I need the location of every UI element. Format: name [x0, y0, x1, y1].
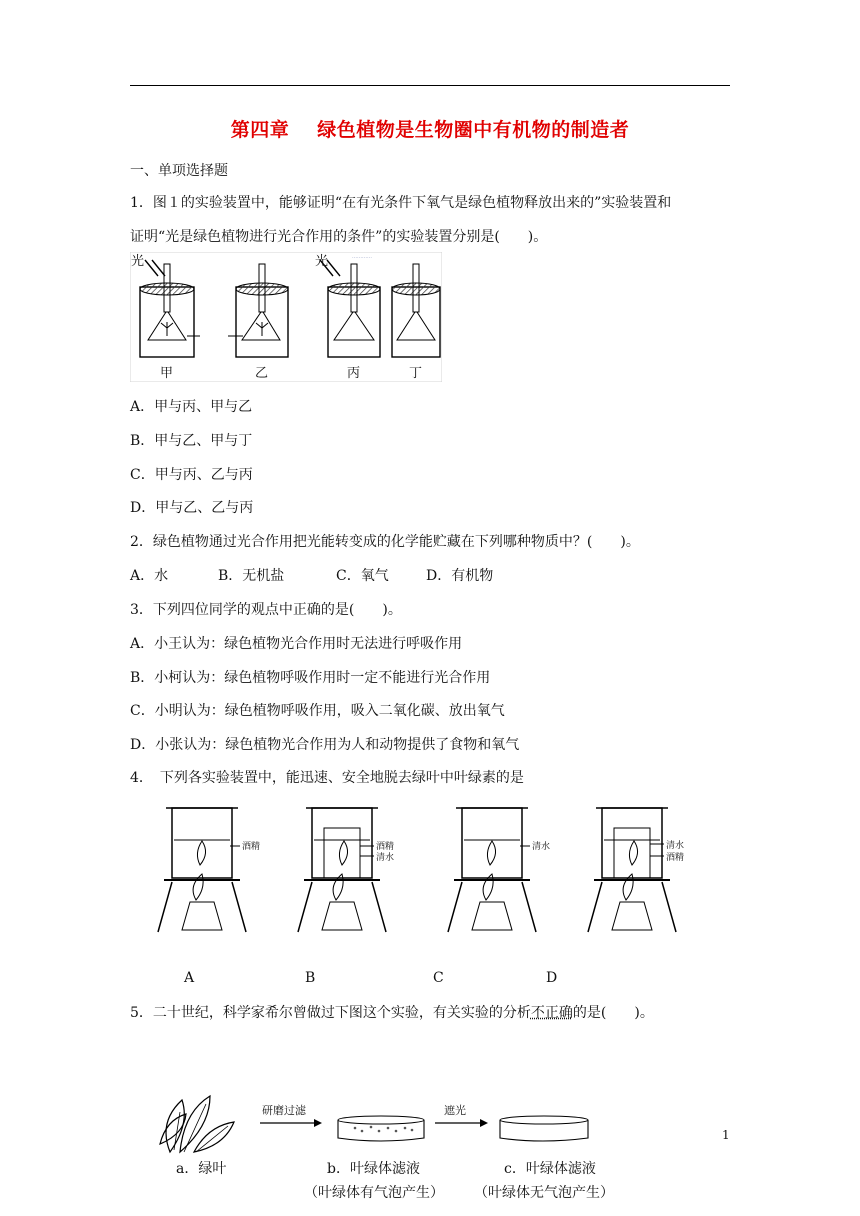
- q1-text-line1: 1．图１的实验装置中，能够证明“在有光条件下氧气是绿色植物释放出来的”实验装置和: [130, 195, 672, 211]
- q1-option-c: C．甲与丙、乙与丙: [130, 467, 253, 483]
- apparatus-yi: [228, 264, 288, 357]
- apparatus-c: [448, 808, 536, 932]
- q1-option-b: B．甲与乙、甲与丁: [130, 433, 253, 449]
- q1-option-a: A．甲与丙、甲与乙: [130, 399, 253, 415]
- q2-option-a: A．水: [130, 568, 169, 584]
- section-heading: 一、单项选择题: [130, 163, 228, 179]
- q1-option-d: D．甲与乙、乙与丙: [130, 500, 254, 516]
- light-label-1: 光: [131, 254, 145, 269]
- chapter-name: 绿色植物是生物圈中有机物的制造者: [317, 119, 630, 141]
- apparatus-ding: [392, 264, 440, 357]
- q2-option-c: C．氧气: [336, 568, 389, 584]
- q3-option-d: D．小张认为：绿色植物光合作用为人和动物提供了食物和氧气: [130, 737, 520, 753]
- q3-option-a: A．小王认为：绿色植物光合作用时无法进行呼吸作用: [130, 636, 463, 652]
- caption-c: c．叶绿体滤液: [504, 1161, 596, 1177]
- petri-dish-c: [500, 1116, 588, 1141]
- chapter-title: [0, 115, 860, 142]
- q4-text: 4． 下列各实验装置中，能迅速、安全地脱去绿叶中叶绿素的是: [130, 770, 524, 786]
- subcaption-c: （叶绿体无气泡产生）: [474, 1185, 614, 1201]
- svg-text:…………: …………: [352, 254, 372, 260]
- chapter-number: 第四章: [230, 119, 290, 141]
- caption-b: b．叶绿体滤液: [327, 1161, 420, 1177]
- d-label-alcohol: 酒精: [666, 853, 685, 863]
- subcaption-b: （叶绿体有气泡产生）: [304, 1185, 444, 1201]
- q1-text-line2: 证明“光是绿色植物进行光合作用的条件”的实验装置分别是( )。: [130, 229, 548, 245]
- q3-option-c: C．小明认为：绿色植物呼吸作用，吸入二氧化碳、放出氧气: [130, 703, 505, 719]
- apparatus-jia: [140, 260, 200, 357]
- apparatus-bing: [320, 254, 380, 357]
- caption-a: a．绿叶: [176, 1161, 227, 1177]
- b-label-water: 清水: [376, 853, 395, 863]
- q1-figure: [130, 252, 442, 382]
- q5-text-before: 5．二十世纪，科学家希尔曾做过下图这个实验，有关实验的分析: [130, 1005, 531, 1021]
- arrow-1: [260, 1119, 322, 1127]
- q4-choice-b: B: [305, 970, 316, 986]
- q4-choice-c: C: [433, 970, 444, 986]
- apparatus-a: [158, 808, 246, 932]
- q5-figure: [150, 1082, 710, 1154]
- d-label-water: 清水: [666, 841, 685, 851]
- q3-option-b: B．小柯认为：绿色植物呼吸作用时一定不能进行光合作用: [130, 670, 491, 686]
- petri-dish-b: [338, 1116, 424, 1141]
- q5-text-emphasis: 不正确: [530, 1005, 573, 1021]
- q2-text: 2．绿色植物通过光合作用把光能转变成的化学能贮藏在下列哪种物质中？( )。: [130, 534, 640, 550]
- label-ding: 丁: [409, 366, 423, 381]
- label-jia: 甲: [160, 366, 174, 381]
- light-label-2: 光: [315, 254, 329, 269]
- q3-text: 3．下列四位同学的观点中正确的是( )。: [130, 602, 402, 618]
- a-label-alcohol: 酒精: [242, 842, 261, 852]
- label-yi: 乙: [255, 366, 269, 381]
- b-label-alcohol: 酒精: [376, 842, 395, 852]
- q4-figure: [150, 800, 710, 940]
- c-label-water: 清水: [532, 842, 551, 852]
- apparatus-d: [588, 808, 676, 932]
- label-bing: 丙: [347, 366, 361, 381]
- q2-option-b: B．无机盐: [218, 568, 285, 584]
- q5-text-after: 的是( )。: [572, 1005, 654, 1021]
- q4-choice-a: A: [184, 970, 195, 986]
- leaves-drawing: [160, 1096, 234, 1152]
- q4-choice-d: D: [546, 970, 558, 986]
- q5-text: [130, 1002, 654, 1022]
- q2-option-d: D．有机物: [426, 568, 494, 584]
- header-rule: [130, 85, 730, 86]
- arrow-2: [435, 1119, 488, 1127]
- arrow-label-shade: 遮光: [444, 1104, 466, 1117]
- arrow-label-grind-filter: 研磨过滤: [262, 1104, 306, 1117]
- page-number: 1: [722, 1128, 730, 1142]
- apparatus-b: [298, 808, 386, 932]
